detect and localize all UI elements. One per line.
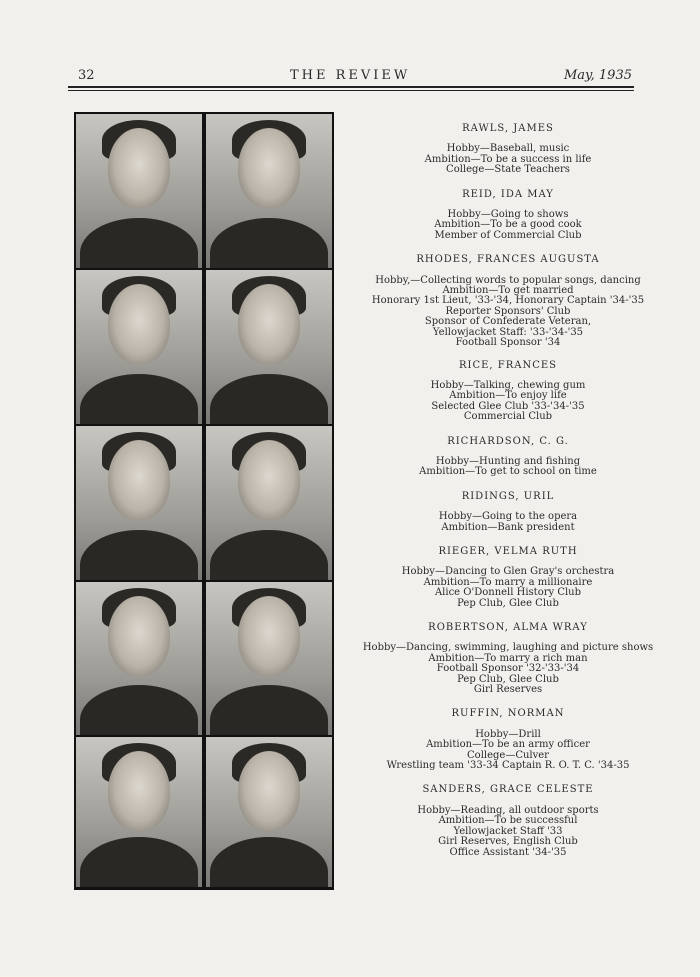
- student-detail-line: Hobby—Drill: [475, 728, 541, 740]
- page-header: [68, 66, 634, 94]
- student-detail-line: Member of Commercial Club: [434, 229, 582, 241]
- portrait-face: [108, 128, 170, 208]
- student-detail-line: Ambition—To be an army officer: [426, 739, 590, 751]
- student-detail-line: Ambition—To marry a millionaire: [423, 576, 593, 588]
- student-detail-line: Honorary 1st Lieut, '33-'34, Honorary Captain '34-'35: [371, 295, 645, 307]
- portrait-shoulders: [210, 530, 328, 580]
- portrait-shoulders: [210, 374, 328, 424]
- portrait-ruffin-norman: [76, 737, 202, 887]
- portrait-face: [108, 596, 170, 676]
- student-name: RHODES, FRANCES AUGUSTA: [416, 254, 600, 266]
- student-detail-line: Ambition—To marry a rich man: [428, 652, 588, 664]
- student-entry: [340, 124, 676, 176]
- portrait-shoulders: [80, 837, 198, 887]
- student-name: SANDERS, GRACE CELESTE: [422, 784, 594, 796]
- student-detail-line: Hobby—Dancing to Glen Gray's orchestra: [401, 566, 615, 578]
- student-entry: [340, 547, 676, 609]
- student-detail-line: Sponsor of Confederate Veteran,: [424, 316, 592, 328]
- student-entry: [340, 361, 676, 423]
- student-detail-line: Pep Club, Glee Club: [457, 597, 559, 609]
- portrait-face: [238, 596, 300, 676]
- portrait-face: [238, 284, 300, 364]
- student-name: REID, IDA MAY: [462, 188, 554, 200]
- student-entry: [340, 623, 676, 695]
- student-detail-line: Pep Club, Glee Club: [457, 673, 559, 685]
- student-name: RAWLS, JAMES: [462, 123, 554, 134]
- student-name: ROBERTSON, ALMA WRAY: [428, 622, 588, 633]
- portrait-shoulders: [210, 837, 328, 887]
- portrait-sanders-grace-celeste: [206, 737, 332, 887]
- student-detail-line: Yellowjacket Staff: '33-'34-'35: [432, 326, 584, 338]
- student-detail-line: Office Assistant '34-'35: [449, 846, 567, 858]
- student-detail-line: Reporter Sponsors' Club: [445, 305, 571, 317]
- portrait-rice-frances: [206, 270, 332, 424]
- student-name: RICE, FRANCES: [458, 359, 558, 371]
- student-name: RICHARDSON, C. G.: [447, 435, 569, 447]
- portrait-shoulders: [80, 685, 198, 735]
- student-detail-line: Alice O'Donnell History Club: [434, 587, 582, 599]
- student-detail-line: Wrestling team '33-34 Captain R. O. T. C. '34-35: [386, 760, 630, 772]
- portrait-ridings-uril: [206, 426, 332, 580]
- portrait-face: [108, 751, 170, 831]
- student-name: RIEGER, VELMA RUTH: [438, 545, 578, 557]
- student-detail-line: Hobby—Reading, all outdoor sports: [417, 804, 599, 816]
- student-detail-line: Football Sponsor '32-'33-'34: [436, 663, 580, 675]
- student-detail-line: Yellowjacket Staff '33: [453, 825, 563, 837]
- student-detail-line: Hobby—Dancing, swimming, laughing and picture shows: [362, 642, 654, 654]
- portrait-shoulders: [210, 218, 328, 268]
- student-entry: [340, 492, 676, 533]
- student-entry: [340, 190, 676, 242]
- portrait-rhodes-frances-augusta: [76, 270, 202, 424]
- student-detail-line: Girl Reserves, English Club: [438, 836, 578, 848]
- header-rule-thick: [68, 86, 634, 88]
- portrait-richardson-cg: [76, 426, 202, 580]
- student-entry: [340, 437, 676, 478]
- page-number: 32: [78, 68, 95, 83]
- student-name: RIDINGS, URIL: [461, 490, 555, 502]
- student-detail-line: Ambition—To get to school on time: [419, 466, 597, 478]
- portrait-face: [238, 440, 300, 520]
- student-detail-line: College—State Teachers: [446, 164, 570, 176]
- portrait-rawls-james: [76, 114, 202, 268]
- publication-title: THE REVIEW: [290, 68, 411, 83]
- portrait-robertson-alma-wray: [206, 582, 332, 735]
- student-detail-line: Hobby—Talking, chewing gum: [430, 379, 586, 391]
- student-detail-line: College—Culver: [467, 749, 549, 761]
- student-entry: [340, 785, 676, 857]
- portrait-rieger-velma-ruth: [76, 582, 202, 735]
- student-detail-line: Commercial Club: [463, 411, 553, 423]
- portrait-face: [238, 751, 300, 831]
- student-detail-line: Ambition—To enjoy life: [449, 390, 567, 402]
- student-detail-line: Ambition—To be a good cook: [434, 219, 582, 231]
- student-detail-line: Hobby—Going to shows: [447, 209, 569, 221]
- portrait-face: [108, 440, 170, 520]
- student-detail-line: Selected Glee Club '33-'34-'35: [431, 400, 585, 412]
- student-entries: [340, 124, 676, 858]
- student-detail-line: Ambition—To be a success in life: [424, 153, 592, 165]
- student-detail-line: Girl Reserves: [473, 684, 543, 696]
- portrait-face: [238, 128, 300, 208]
- header-rule-thin: [68, 90, 634, 91]
- portrait-shoulders: [80, 530, 198, 580]
- student-detail-line: Football Sponsor '34: [455, 337, 561, 349]
- portrait-shoulders: [210, 685, 328, 735]
- portrait-shoulders: [80, 218, 198, 268]
- portrait-grid: [74, 112, 334, 890]
- student-detail-line: Ambition—Bank president: [441, 521, 575, 533]
- student-name: RUFFIN, NORMAN: [451, 708, 565, 720]
- issue-date: May, 1935: [563, 68, 632, 83]
- student-entry: [340, 255, 676, 348]
- student-detail-line: Hobby—Hunting and fishing: [435, 455, 581, 467]
- student-detail-line: Hobby—Baseball, music: [446, 143, 570, 155]
- portrait-shoulders: [80, 374, 198, 424]
- portrait-reid-ida-may: [206, 114, 332, 268]
- student-detail-line: Ambition—To be successful: [438, 815, 578, 827]
- student-entry: [340, 709, 676, 771]
- student-detail-line: Ambition—To get married: [442, 285, 574, 297]
- student-detail-line: Hobby,—Collecting words to popular songs, dancing: [375, 274, 641, 286]
- portrait-face: [108, 284, 170, 364]
- student-detail-line: Hobby—Going to the opera: [438, 511, 578, 523]
